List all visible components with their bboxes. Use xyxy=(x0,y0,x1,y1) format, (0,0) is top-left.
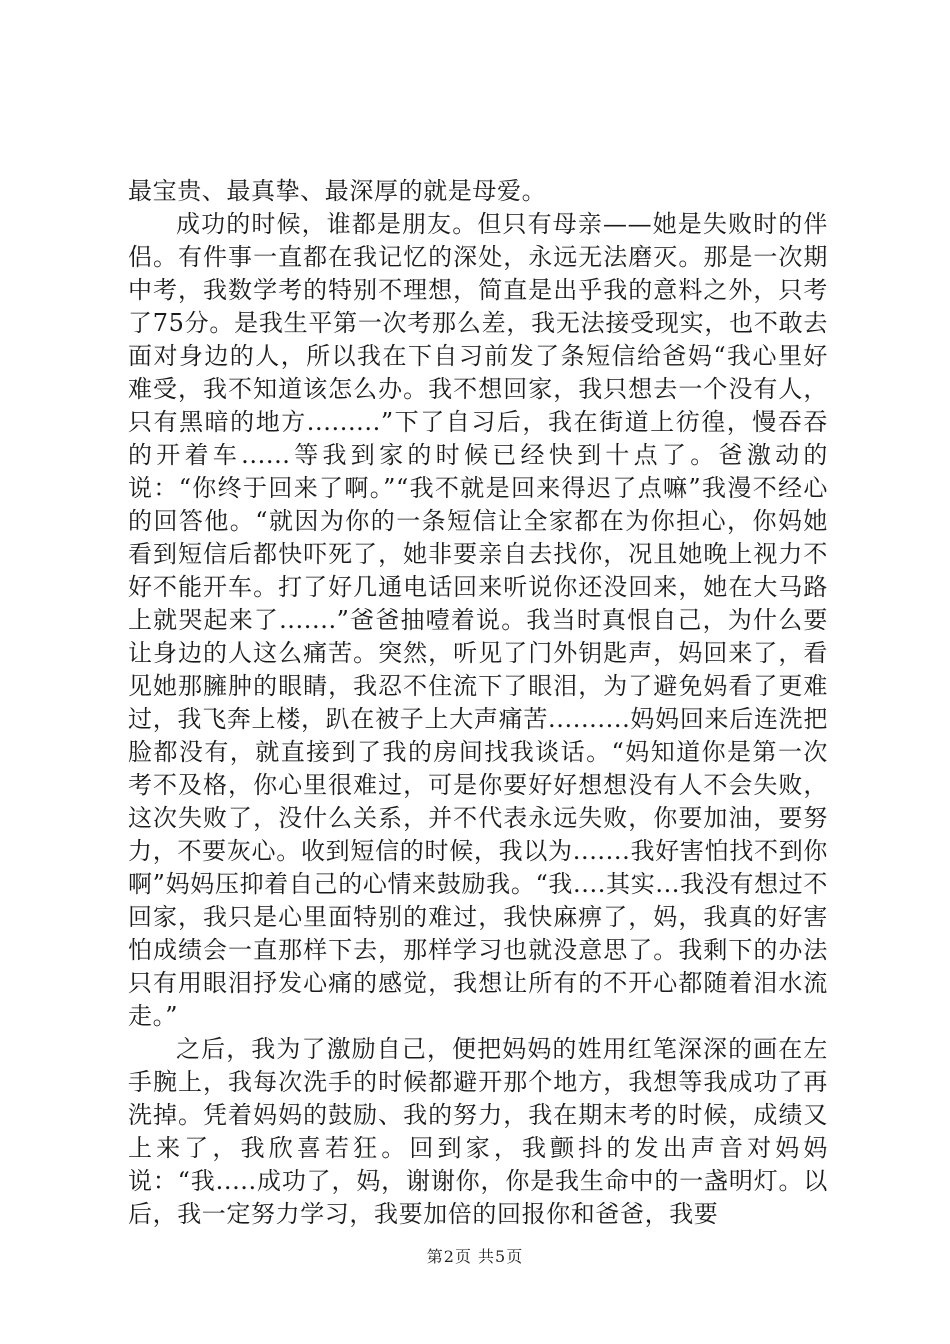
page-number-footer: 第2页 共5页 xyxy=(426,1247,524,1266)
paragraph-continuation: 最宝贵、最真挚、最深厚的就是母爱。 xyxy=(128,177,547,205)
paragraph-afterwards: 之后，我为了激励自己，便把妈妈的姓用红笔深深的画在左手腕上，我每次洗手的时候都避开那个地方，我想等我成功了再洗掉。凭着妈妈的鼓励、我的努力，我在期末考的时候，成绩又上来了，我欣喜若狂。回到家，我颤抖的发出声音对妈妈说：“我.....成功了，妈，谢谢你，你是我生命中的一盏明灯。以后，我一定努力学习，我要加倍的回报你和爸爸，我要 xyxy=(128,1035,828,1228)
paragraph-exam-story: 成功的时候，谁都是朋友。但只有母亲——她是失败时的伴侣。有件事一直都在我记忆的深处，永远无法磨灭。那是一次期中考，我数学考的特别不理想，简直是出乎我的意料之外，只考了75分。是我生平第一次考那么差，我无法接受现实，也不敢去面对身边的人，所以我在下自习前发了条短信给爸妈“我心里好难受，我不知道该怎么办。我不想回家，我只想去一个没有人，只有黑暗的地方.........”下了自习后，我在街道上彷徨，慢吞吞的开着车......等我到家的时候已经快到十点了。爸激动的说：“你终于回来了啊。”“我不就是回来得迟了点嘛”我漫不经心的回答他。“就因为你的一条短信让全家都在为你担心，你妈她看到短信后都快吓死了，她非要亲自去找你，况且她晚上视力不好不能开车。打了好几通电话回来听说你还没回来，她在大马路上就哭起来了.......”爸爸抽噎着说。我当时真恨自己，为什么要让身边的人这么痛苦。突然，听见了门外钥匙声，妈回来了，看见她那臃肿的眼睛，我忍不住流下了眼泪，为了避免妈看了更难过，我飞奔上楼，趴在被子上大声痛苦..........妈妈回来后连洗把脸都没有，就直接到了我的房间找我谈话。“妈知道你是第一次考不及格，你心里很难过，可是你要好好想想没有人不会失败，这次失败了，没什么关系，并不代表永远失败，你要加油，要努力，不要灰心。收到短信的时候，我以为.......我好害怕找不到你啊”妈妈压抑着自己的心情来鼓励我。“我....其实...我没有想过不回家，我只是心里面特别的难过，我快麻痹了，妈，我真的好害怕成绩会一直那样下去，那样学习也就没意思了。我剩下的办法只有用眼泪抒发心痛的感觉，我想让所有的不开心都随着泪水流走。” xyxy=(128,210,828,1030)
document-body xyxy=(128,175,828,1231)
